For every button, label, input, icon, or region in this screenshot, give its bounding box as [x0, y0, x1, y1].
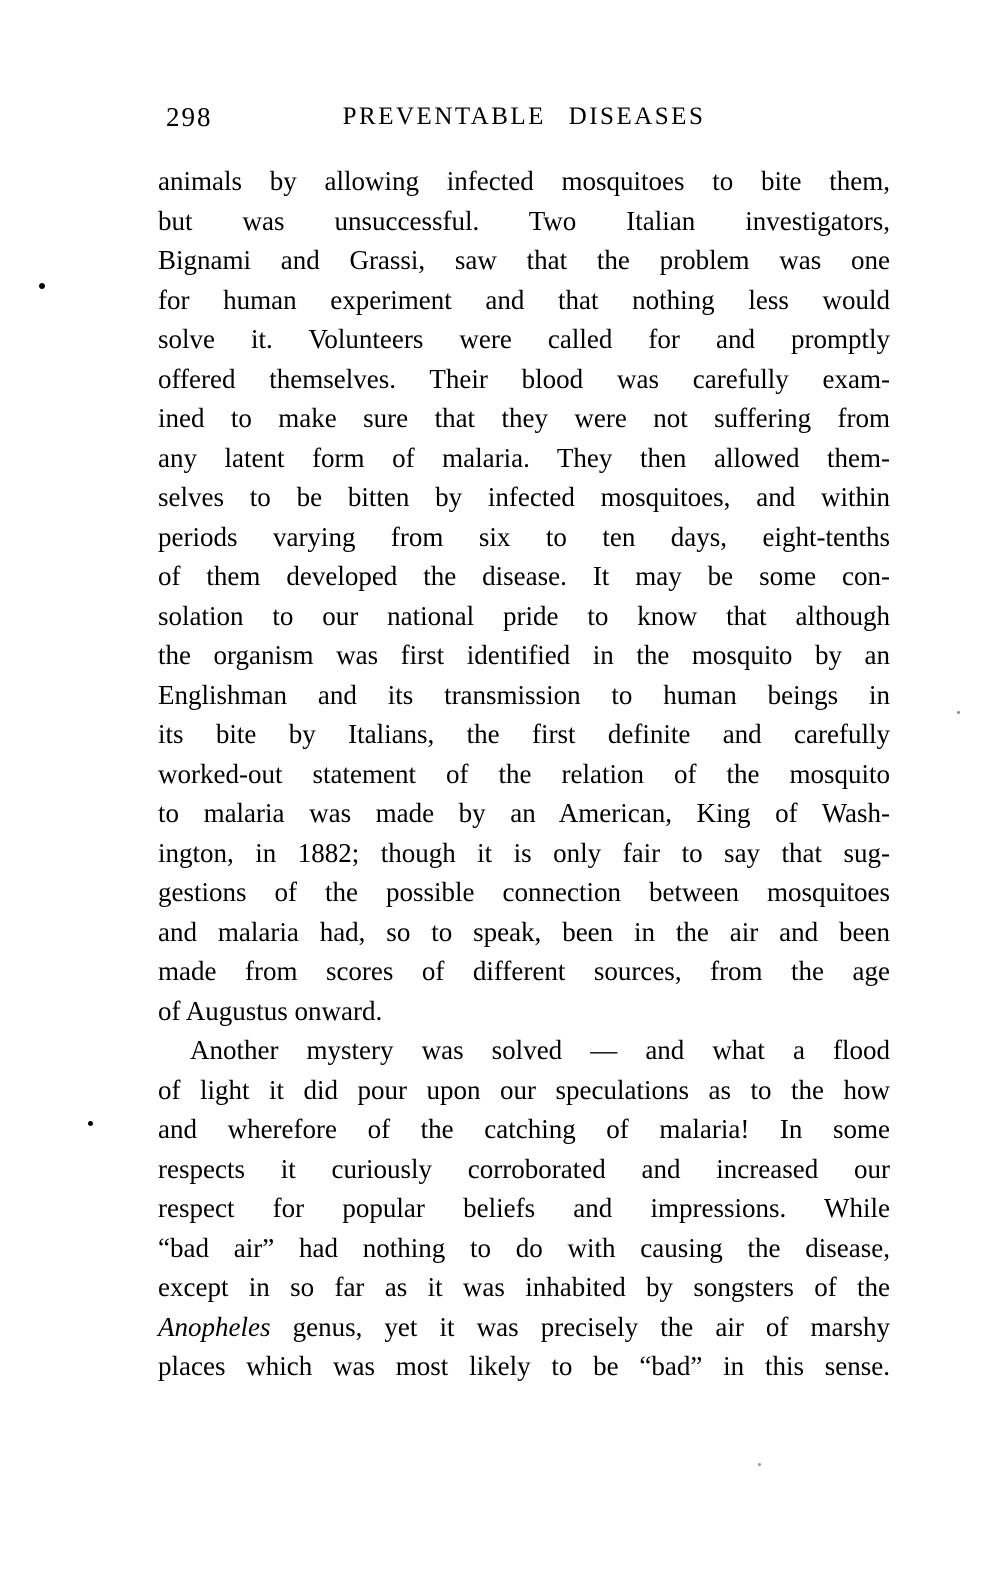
text-line: of them developed the disease. It may be some con-	[158, 561, 890, 591]
text-line: ined to make sure that they were not suffering from	[158, 403, 890, 433]
text-line: but was unsuccessful. Two Italian investigators,	[158, 205, 890, 236]
text-line: periods varying from six to ten days, eight-tenths	[158, 521, 890, 552]
text-line: of Augustus onward.	[158, 995, 383, 1026]
paragraph-2	[158, 1031, 890, 1387]
text-line: its bite by Italians, the first definite and carefully	[158, 719, 890, 749]
text-line: the organism was first identified in the mosquito by an	[158, 640, 890, 670]
page-header	[158, 100, 890, 136]
genus-name-italic: Anopheles	[158, 1311, 271, 1342]
text-line: solve it. Volunteers were called for and promptly	[158, 324, 890, 354]
scan-speck	[957, 711, 960, 714]
text-line: gestions of the possible connection between mosquitoes	[158, 877, 890, 907]
text-line: to malaria was made by an American, King of Wash-	[158, 798, 890, 828]
text-line: respect for popular beliefs and impressions. While	[158, 1193, 890, 1223]
text-line: Bignami and Grassi, saw that the problem was one	[158, 245, 890, 275]
text-line-with-italic	[158, 1308, 890, 1348]
text-line: places which was most likely to be “bad” in this sense.	[158, 1351, 890, 1381]
text-line: selves to be bitten by infected mosquitoes, and within	[158, 482, 890, 512]
text-line: ington, in 1882; though it is only fair to say that sug-	[158, 837, 890, 868]
text-line: of light it did pour upon our speculations as to the how	[158, 1074, 890, 1105]
text-line: solation to our national pride to know that although	[158, 600, 890, 631]
text-line: made from scores of different sources, from the age	[158, 956, 890, 986]
text-line: Another mystery was solved — and what a flood	[190, 1035, 890, 1065]
text-line: any latent form of malaria. They then allowed them-	[158, 442, 890, 473]
page-number: 298	[166, 102, 213, 132]
text-line: Englishman and its transmission to human beings in	[158, 679, 890, 710]
text-line: worked-out statement of the relation of the mosquito	[158, 758, 890, 789]
scan-speck	[758, 1463, 761, 1466]
text-line: offered themselves. Their blood was carefully exam-	[158, 363, 890, 394]
body-text	[158, 162, 890, 1387]
text-line-remainder: genus, yet it was precisely the air of marshy	[270, 1311, 890, 1342]
text-line: animals by allowing infected mosquitoes to bite them,	[158, 166, 890, 196]
text-line: and malaria had, so to speak, been in the air and been	[158, 916, 890, 947]
text-line: respects it curiously corroborated and increased our	[158, 1153, 890, 1184]
text-line: except in so far as it was inhabited by songsters of the	[158, 1272, 890, 1302]
text-line: “bad air” had nothing to do with causing the disease,	[158, 1232, 890, 1263]
text-line: for human experiment and that nothing less would	[158, 284, 890, 315]
text-line: and wherefore of the catching of malaria! In some	[158, 1114, 890, 1144]
paragraph-1	[158, 162, 890, 1031]
running-title: PREVENTABLE DISEASES	[342, 103, 706, 130]
scan-speck	[39, 283, 45, 289]
scan-speck	[88, 1121, 93, 1126]
